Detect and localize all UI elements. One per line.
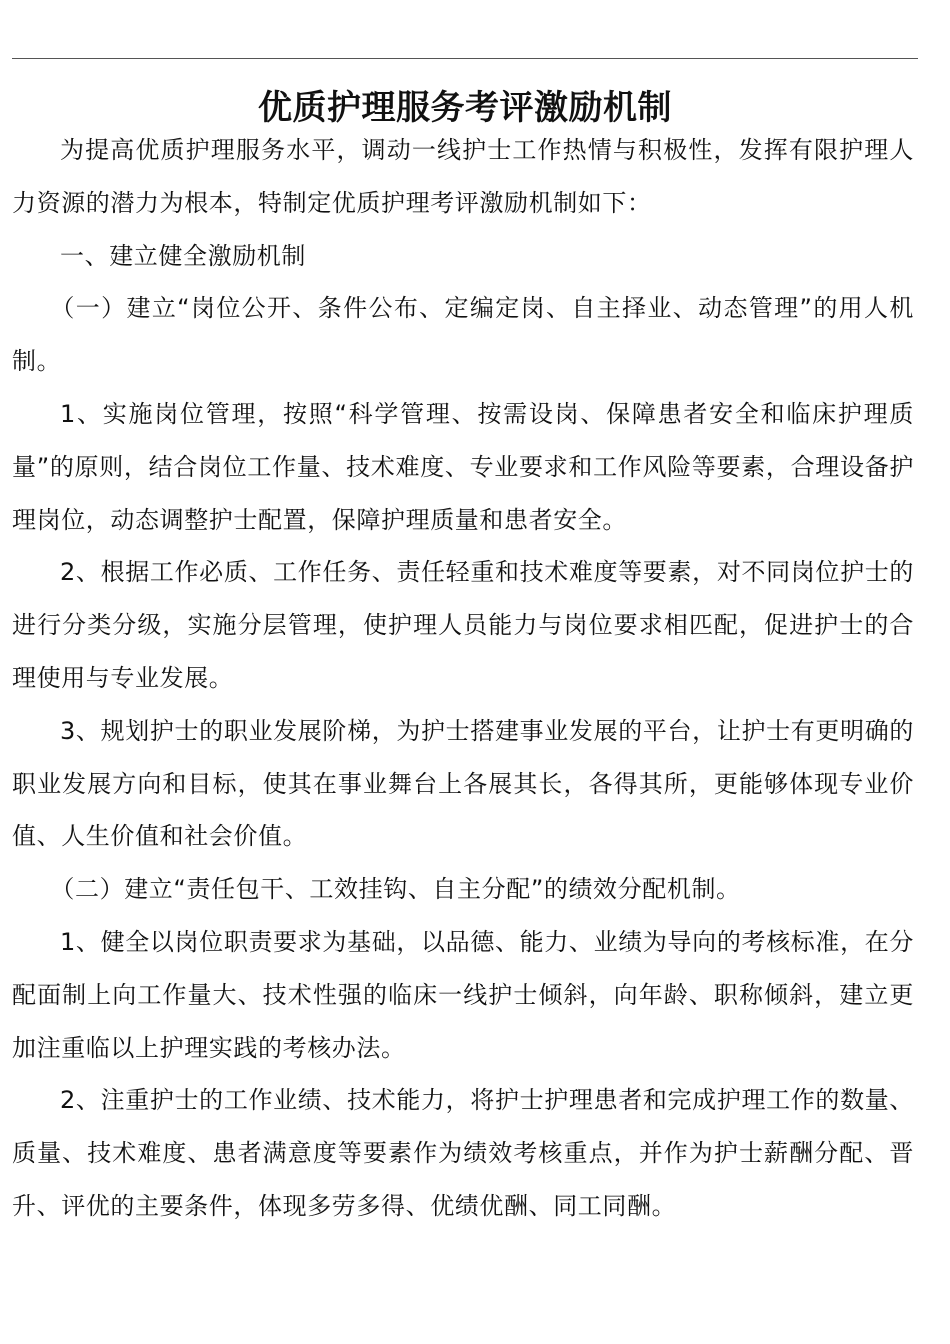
document-title: 优质护理服务考评激励机制 [258,87,672,128]
subsection-heading-2: （二）建立“责任包干、工效挂钩、自主分配”的绩效分配机制。 [50,875,741,904]
clause-1-2: 2、根据工作必质、工作任务、责任轻重和技术难度等要素，对不同岗位护士的进行分类分级，实施分层管理，使护理人员能力与岗位要求相匹配，促进护士的合理使用与专业发展。 [12,558,914,692]
clause-2-1: 1、健全以岗位职责要求为基础，以品德、能力、业绩为导向的考核标准，在分配面制上向工作量大、技术性强的临床一线护士倾斜，向年龄、职称倾斜，建立更加注重临以上护理实践的考核办法。 [12,927,914,1062]
intro-paragraph: 为提高优质护理服务水平，调动一线护士工作热情与积极性，发挥有限护理人力资源的潜力为根本，特制定优质护理考评激励机制如下： [12,136,914,217]
clause-1-1: 1、实施岗位管理，按照“科学管理、按需设岗、保障患者安全和临床护理质量”的原则，结合岗位工作量、技术难度、专业要求和工作风险等要素，合理设备护理岗位，动态调整护士配置，保障护理质量和患者安全。 [12,399,914,534]
section-heading-1: 一、建立健全激励机制 [60,241,306,270]
clause-2-2: 2、注重护士的工作业绩、技术能力，将护士护理患者和完成护理工作的数量、质量、技术难度、患者满意度等要素作为绩效考核重点，并作为护士薪酬分配、晋升、评优的主要条件，体现多劳多得、优绩优酬、同工同酬。 [12,1086,914,1220]
clause-1-3: 3、规划护士的职业发展阶梯，为护士搭建事业发展的平台，让护士有更明确的职业发展方向和目标，使其在事业舞台上各展其长，各得其所，更能够体现专业价值、人生价值和社会价值。 [12,716,914,851]
document-body [12,124,914,1233]
header-rule [12,58,918,59]
subsection-heading-1: （一）建立“岗位公开、条件公布、定编定岗、自主择业、动态管理”的用人机制。 [12,294,914,376]
